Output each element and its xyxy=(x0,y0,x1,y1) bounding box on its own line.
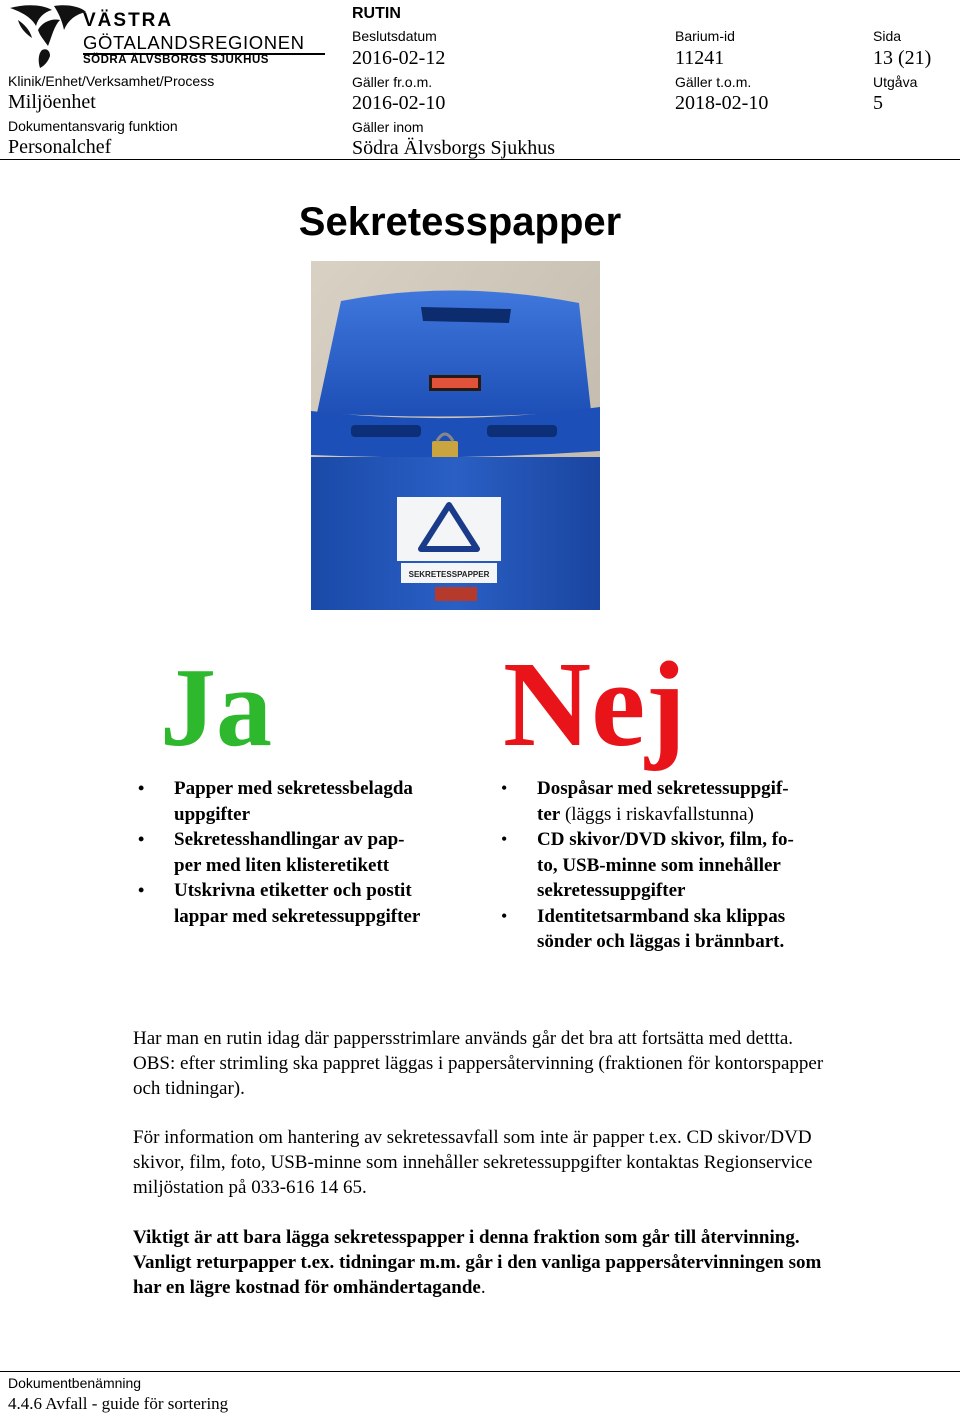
paragraph-shredder: Har man en rutin idag där pappersstrimlare används går det bra att fortsätta med dettta. OBS: efter strimling ska pappret läggas i pappersåtervinning (fraktionen för kontorspapper och tidningar). xyxy=(133,1028,824,1099)
utgava-value: 5 xyxy=(873,92,883,114)
nej-heading: Nej xyxy=(503,637,686,772)
list-item: • Sekretesshandlingar av pap- per med liten klisteretikett xyxy=(136,827,476,878)
beslutsdatum-label: Beslutsdatum xyxy=(352,28,437,44)
galler-inom-label: Gäller inom xyxy=(352,119,424,135)
list-item: • Dospåsar med sekretessuppgif- ter (läggs i riskavfallstunna) xyxy=(499,776,859,827)
list-item: • CD skivor/DVD skivor, film, fo- to, USB-minne som innehåller sekretessuppgifter xyxy=(499,827,859,904)
list-item: • Identitetsarmband ska klippas sönder och läggas i brännbart. xyxy=(499,904,859,955)
blue-bin-image xyxy=(311,261,600,610)
footer-label: Dokumentbenämning xyxy=(8,1375,142,1391)
sida-label: Sida xyxy=(873,28,902,44)
galler-from-value: 2016-02-10 xyxy=(352,92,446,114)
paragraph-information: För information om hantering av sekretessavfall som inte är papper t.ex. CD skivor/DVD skivor, film, foto, USB-minne som innehåller sekretessuppgifter kontaktas Regionservice miljöstation på 033-616 14 65. xyxy=(133,1127,813,1198)
utgava-label: Utgåva xyxy=(873,74,918,90)
footer-value: 4.4.6 Avfall - guide för sortering xyxy=(8,1394,229,1413)
svg-text:SEKRETESSPAPPER: SEKRETESSPAPPER xyxy=(408,570,490,579)
region-logo xyxy=(8,2,328,68)
galler-from-label: Gäller fr.o.m. xyxy=(352,74,433,90)
ja-list xyxy=(136,776,476,929)
nej-list xyxy=(499,776,859,955)
logo-line-2: GÖTALANDSREGIONEN xyxy=(83,32,305,53)
list-item: • Utskrivna etiketter och postit lappar med sekretessuppgifter xyxy=(136,878,476,929)
galler-tom-value: 2018-02-10 xyxy=(675,92,769,114)
footer-divider xyxy=(0,1371,960,1372)
header-divider xyxy=(0,159,960,160)
logo-line-3: SÖDRA ÄLVSBORGS SJUKHUS xyxy=(83,54,269,66)
doc-type: RUTIN xyxy=(352,5,401,22)
ansvarig-value: Personalchef xyxy=(8,136,112,158)
galler-inom-value: Södra Älvsborgs Sjukhus xyxy=(352,137,555,159)
barium-label: Barium-id xyxy=(675,28,735,44)
beslutsdatum-value: 2016-02-12 xyxy=(352,47,446,69)
klinik-value: Miljöenhet xyxy=(8,91,96,113)
list-item: • Papper med sekretessbelagda uppgifter xyxy=(136,776,476,827)
galler-tom-label: Gäller t.o.m. xyxy=(675,74,752,90)
paragraph-important: Viktigt är att bara lägga sekretesspapper i denna fraktion som går till återvinning. Vanligt returpapper t.ex. tidningar m.m. går i den vanliga pappersåtervinningen som har en lägre kostnad för omhändertagande. xyxy=(133,1227,822,1298)
ja-heading: Ja xyxy=(160,646,272,770)
klinik-label: Klinik/Enhet/Verksamhet/Process xyxy=(8,73,215,89)
logo-emblem-icon xyxy=(8,2,88,68)
bin-photo xyxy=(311,261,600,610)
page-title: Sekretesspapper xyxy=(298,200,622,244)
logo-line-1: VÄSTRA xyxy=(83,10,174,31)
barium-value: 11241 xyxy=(675,47,725,69)
ansvarig-label: Dokumentansvarig funktion xyxy=(8,118,178,134)
sida-value: 13 (21) xyxy=(873,47,932,69)
